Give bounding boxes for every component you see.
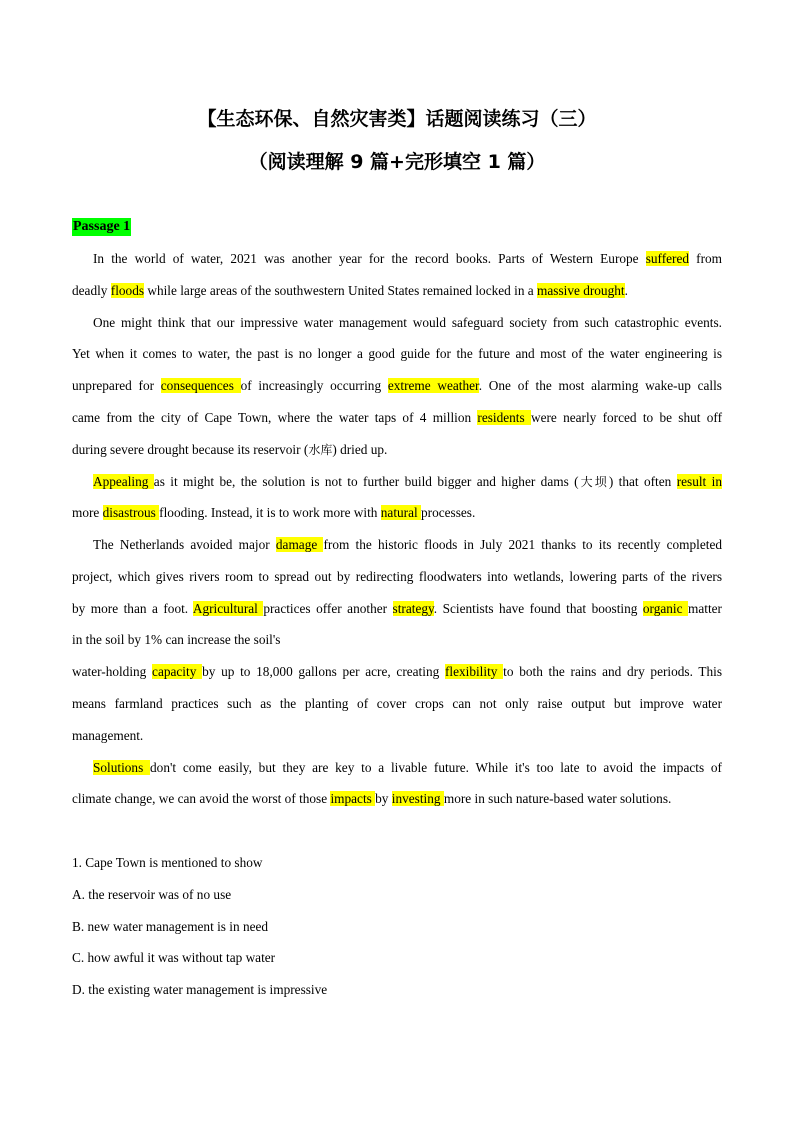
- text-run: were nearly forced to be shut off: [530, 410, 722, 425]
- paragraph-4-line-3: [72, 599, 722, 619]
- highlighted-word: impacts: [330, 791, 376, 806]
- highlighted-word: capacity: [152, 664, 203, 679]
- paragraph-4-line-7: management.: [72, 728, 144, 743]
- text-run: The Netherlands avoided major: [93, 537, 276, 552]
- text-run: during severe drought because its reservoir (: [72, 442, 309, 457]
- paragraph-2-line-4: [72, 408, 722, 428]
- option-d: D. the existing water management is impressive: [72, 982, 328, 997]
- highlighted-word: residents: [477, 410, 531, 425]
- highlighted-word: Solutions: [93, 760, 151, 775]
- paragraph-1-line-2: [72, 281, 722, 301]
- highlighted-word: damage: [275, 537, 324, 552]
- paragraph-2-line-3: [72, 376, 722, 396]
- highlighted-word: disastrous: [102, 505, 160, 520]
- text-run: don't come easily, but they are key to a livable future. While it's too late to avoid the impacts of: [150, 760, 722, 775]
- highlighted-word: consequences: [160, 378, 241, 393]
- paragraph-2-line-2: Yet when it comes to water, the past is no longer a good guide for the future and most of the water engineering is: [72, 346, 722, 361]
- highlighted-word: floods: [110, 283, 145, 298]
- paragraph-2-line-5: [72, 440, 722, 460]
- paragraph-4-line-5: [72, 662, 722, 682]
- document-title: 【生态环保、自然灾害类】话题阅读练习（三）: [197, 108, 597, 130]
- paragraph-5-line-1: [93, 758, 722, 778]
- text-run: more: [72, 505, 103, 520]
- highlighted-word: Agricultural: [192, 601, 264, 616]
- highlighted-word: strategy: [392, 601, 434, 616]
- option-c: C. how awful it was without tap water: [72, 950, 276, 965]
- document-subtitle: （阅读理解 9 篇+完形填空 1 篇）: [248, 151, 546, 173]
- text-run: deadly: [72, 283, 111, 298]
- text-run: flooding. Instead, it is to work more with: [159, 505, 381, 520]
- text-run: processes.: [421, 505, 476, 520]
- paragraph-5-line-2: [72, 789, 722, 809]
- paragraph-4-line-1: [93, 535, 722, 555]
- paragraph-3-line-1: [93, 472, 722, 492]
- text-run: ) dried up.: [332, 442, 388, 457]
- highlighted-word: natural: [380, 505, 422, 520]
- text-run: from: [689, 251, 723, 266]
- passage-label: Passage 1: [73, 219, 131, 234]
- highlighted-word: suffered: [645, 251, 690, 266]
- text-run: more in such nature-based water solutions.: [443, 791, 672, 806]
- text-run: practices offer another: [263, 601, 393, 616]
- text-run: from the historic floods in July 2021 thanks to its recently completed: [323, 537, 722, 552]
- text-run: of increasingly occurring: [240, 378, 388, 393]
- text-run: climate change, we can avoid the worst of those: [72, 791, 331, 806]
- option-b: B. new water management is in need: [72, 919, 269, 934]
- paragraph-4-line-2: project, which gives rivers room to spread out by redirecting floodwaters into wetlands, lowering parts of the rivers: [72, 569, 722, 584]
- text-run: to both the rains and dry periods. This: [503, 664, 723, 679]
- chinese-gloss: 大坝: [578, 475, 609, 489]
- text-run: water-holding: [72, 664, 153, 679]
- highlighted-word: Appealing: [93, 474, 154, 489]
- text-run: ) that often: [608, 474, 677, 489]
- text-run: while large areas of the southwestern United States remained locked in a: [144, 283, 538, 298]
- text-run: came from the city of Cape Town, where the water taps of 4 million: [72, 410, 478, 425]
- highlighted-word: investing: [391, 791, 444, 806]
- highlighted-word: extreme weather: [387, 378, 479, 393]
- text-run: unprepared for: [72, 378, 161, 393]
- text-run: as it might be, the solution is not to further build bigger and higher dams (: [153, 474, 579, 489]
- highlighted-word: massive drought: [537, 283, 625, 298]
- highlighted-word: result in: [676, 474, 722, 489]
- highlighted-word: organic: [642, 601, 689, 616]
- question-stem: 1. Cape Town is mentioned to show: [72, 855, 263, 870]
- text-run: In the world of water, 2021 was another year for the record books. Parts of Western Europe: [93, 251, 646, 266]
- paragraph-2-line-1: One might think that our impressive water management would safeguard society from such catastrophic events.: [93, 315, 722, 330]
- text-run: . One of the most alarming wake-up calls: [478, 378, 722, 393]
- text-run: .: [624, 283, 628, 298]
- text-run: by more than a foot.: [72, 601, 193, 616]
- chinese-gloss: 水库: [308, 443, 333, 457]
- text-run: by up to 18,000 gallons per acre, creating: [202, 664, 445, 679]
- paragraph-3-line-2: [72, 503, 722, 523]
- paragraph-4-line-6: means farmland practices such as the planting of cover crops can not only raise output but improve water: [72, 696, 722, 711]
- highlighted-word: flexibility: [444, 664, 504, 679]
- text-run: matter: [688, 601, 722, 616]
- option-a: A. the reservoir was of no use: [72, 887, 232, 902]
- paragraph-4-line-4: in the soil by 1% can increase the soil's: [72, 632, 281, 647]
- text-run: . Scientists have found that boosting: [433, 601, 643, 616]
- paragraph-1-line-1: [93, 249, 722, 269]
- text-run: by: [375, 791, 392, 806]
